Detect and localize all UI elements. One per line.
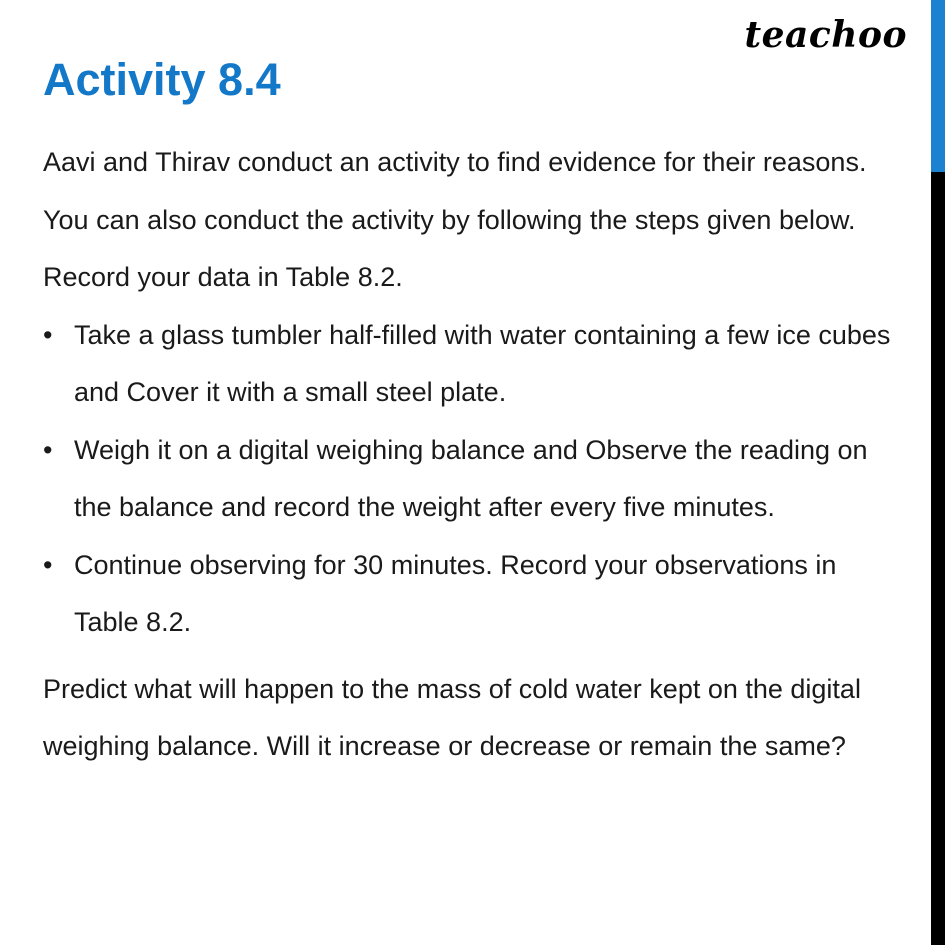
bullet-icon: • bbox=[43, 434, 53, 465]
right-edge-accent bbox=[931, 0, 945, 172]
steps-list bbox=[43, 307, 903, 652]
bullet-icon: • bbox=[43, 319, 53, 350]
bullet-icon: • bbox=[43, 549, 53, 580]
question-paragraph: Predict what will happen to the mass of cold water kept on the digital weighing balance. Will it increase or decrease or remain the same? bbox=[43, 673, 861, 761]
list-item bbox=[43, 537, 903, 652]
step-text: Continue observing for 30 minutes. Record your observations in Table 8.2. bbox=[74, 549, 837, 637]
activity-content bbox=[43, 134, 903, 776]
step-text: Weigh it on a digital weighing balance and Observe the reading on the balance and record the weight after every five minutes. bbox=[74, 434, 868, 522]
activity-title: Activity 8.4 bbox=[43, 54, 281, 105]
teachoo-logo: teachoo bbox=[744, 14, 907, 56]
list-item bbox=[43, 307, 903, 422]
intro-paragraph: Aavi and Thirav conduct an activity to find evidence for their reasons. You can also conduct the activity by following the steps given below. Record your data in Table 8.2. bbox=[43, 147, 867, 292]
right-edge-bar bbox=[931, 0, 945, 945]
step-text: Take a glass tumbler half-filled with water containing a few ice cubes and Cover it with a small steel plate. bbox=[74, 319, 891, 407]
list-item bbox=[43, 422, 903, 537]
